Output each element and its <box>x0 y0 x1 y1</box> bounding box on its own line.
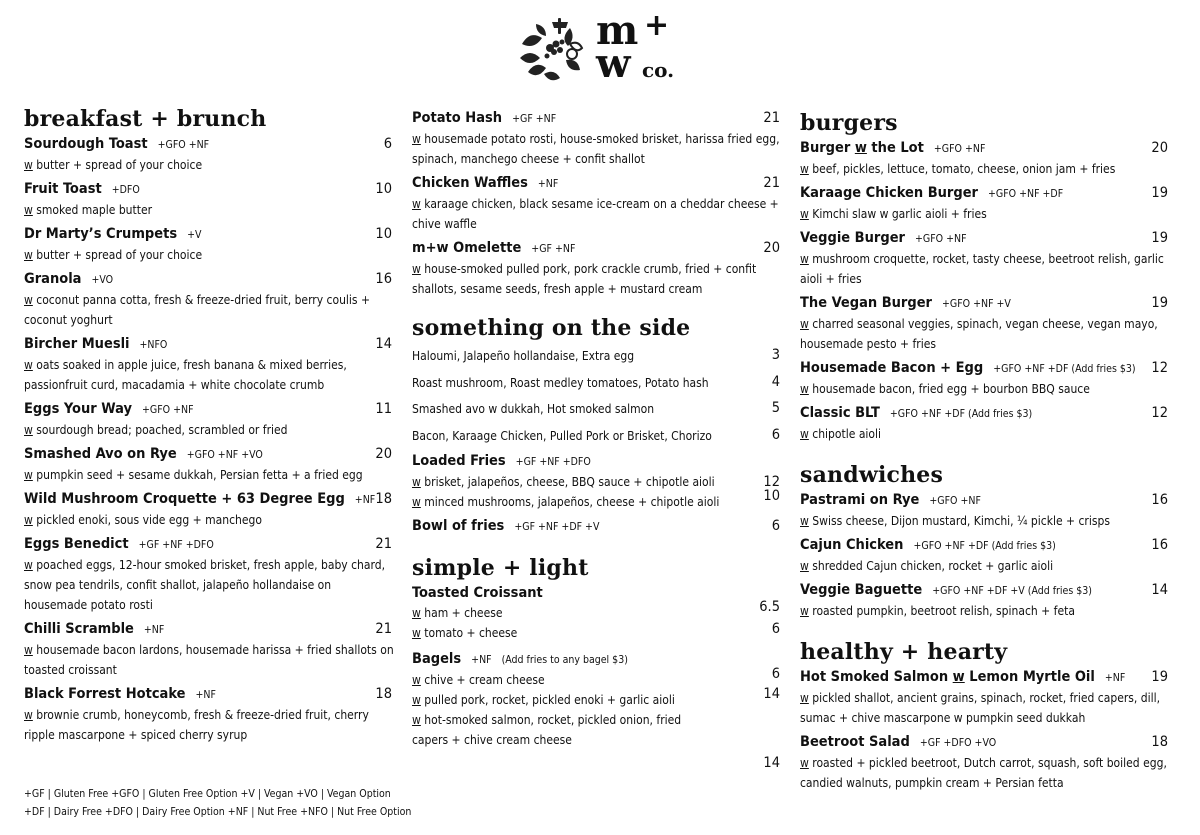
item-header <box>800 228 1170 249</box>
item-price: 16 <box>1151 537 1168 553</box>
item-tags: +GF +NF +DFO <box>138 539 214 551</box>
item-name: Eggs Benedict <box>24 536 129 552</box>
section-title-healthy: healthy + hearty <box>800 639 1008 665</box>
item-description: w house-smoked pulled pork, pork crackle crumb, fried + confit shallots, sesame seeds, fresh apple + mustard cream <box>412 262 757 296</box>
w-underline: w <box>952 669 965 685</box>
w-underline: w <box>24 293 33 307</box>
w-underline: w <box>24 203 33 217</box>
item-header <box>800 358 1170 379</box>
item-header <box>24 334 394 355</box>
item-name: Cajun Chicken <box>800 537 904 553</box>
item-tags: +GFO +NF +DF +V (Add fries $3) <box>932 585 1092 597</box>
item-header <box>800 667 1170 688</box>
item-description: w Swiss cheese, Dijon mustard, Kimchi, ¼ pickle + crisps <box>800 514 1110 528</box>
item-price: 16 <box>375 271 392 287</box>
item-name: Loaded Fries <box>412 453 506 469</box>
side-item-text: Haloumi, Jalapeño hollandaise, Extra egg <box>412 349 635 363</box>
side-item-text: Bacon, Karaage Chicken, Pulled Pork or Brisket, Chorizo <box>412 428 712 443</box>
item-price: 6 <box>771 426 780 443</box>
item-description: w pickled shallot, ancient grains, spinach, rocket, fried capers, dill, sumac + chive mascarpone w pumpkin seed dukkah <box>800 691 1161 725</box>
item-tags: +GF +NF +DFO <box>515 456 591 468</box>
item-tags: +NF <box>537 178 559 190</box>
item-tags: +GF +DFO +VO <box>919 737 997 749</box>
item-description: w Kimchi slaw w garlic aioli + fries <box>800 207 987 221</box>
item-description: w coconut panna cotta, fresh & freeze-dried fruit, berry coulis + coconut yoghurt <box>24 293 371 327</box>
item-header <box>800 490 1170 511</box>
item-desc: brisket, jalapeños, cheese, BBQ sauce + chipotle aioli <box>420 475 715 489</box>
item-header <box>24 224 394 245</box>
menu-item <box>24 269 394 330</box>
item-name: Pastrami on Rye <box>800 492 920 508</box>
item-tags: +GFO +NF +DF (Add fries $3) <box>993 363 1136 375</box>
item-tags: +NF <box>471 654 492 666</box>
item-description: w oats soaked in apple juice, fresh banana & mixed berries, passionfruit curd, macadamia + white chocolate crumb <box>24 358 347 392</box>
w-underline: w <box>800 207 809 221</box>
logo <box>514 7 694 87</box>
menu-item <box>800 667 1170 728</box>
item-name: Burger w the Lot <box>800 140 924 156</box>
item-name: Wild Mushroom Croquette + 63 Degree Egg <box>24 491 345 507</box>
dietary-legend <box>24 785 444 821</box>
column-right <box>800 108 1170 797</box>
item-price: 14 <box>375 336 392 352</box>
menu-item <box>24 619 394 680</box>
item-header <box>24 489 394 510</box>
item-name: m+w Omelette <box>412 240 522 256</box>
item-description: w sourdough bread; poached, scrambled or fried <box>24 423 288 437</box>
item-description: w roasted + pickled beetroot, Dutch carrot, squash, soft boiled egg, candied walnuts, pumpkin cream + Persian fetta <box>800 756 1167 790</box>
w-underline: w <box>800 317 809 331</box>
menu-item-bagels: Bagels +NF (Add fries to any bagel $3) w chive + cream cheese 6 w pulled pork, rocket, pickled enoki + garlic aioli 14 w hot-smoked salmon, rocket, pickled onion, fried capers + chive cream cheese 14 <box>412 651 780 771</box>
side-item <box>412 425 782 452</box>
side-item-text: Smashed avo w dukkah, Hot smoked salmon <box>412 402 655 416</box>
menu-item <box>800 183 1170 224</box>
item-price: 3 <box>771 347 780 363</box>
logo-co: co. <box>642 58 675 82</box>
w-underline: w <box>800 382 809 396</box>
item-name: Eggs Your Way <box>24 401 132 417</box>
item-description: w mushroom croquette, rocket, tasty cheese, beetroot relish, garlic aioli + fries <box>800 252 1164 286</box>
side-item-text: Roast mushroom, Roast medley tomatoes, Potato hash <box>412 375 709 390</box>
menu-item <box>412 173 782 234</box>
item-price: 19 <box>1151 230 1168 246</box>
menu-item <box>800 293 1170 354</box>
menu-item <box>800 490 1170 531</box>
w-underline: w <box>24 513 33 527</box>
item-header <box>800 535 1170 556</box>
section-title-sides: something on the side <box>412 315 691 341</box>
column-breakfast <box>24 104 394 749</box>
menu-item <box>800 403 1170 444</box>
item-header <box>24 444 394 465</box>
menu-item <box>412 238 782 299</box>
item-price: 21 <box>763 175 780 191</box>
item-tags: +GFO +NF <box>141 404 194 416</box>
item-tags: +NF <box>1104 672 1126 684</box>
menu-item <box>24 134 394 175</box>
item-tags: +GFO +NF <box>157 139 210 151</box>
item-desc: minced mushrooms, jalapeños, cheese + chipotle aioli <box>420 495 720 509</box>
item-tags: +GFO +NF <box>914 233 967 245</box>
item-description: w housemade bacon, fried egg + bourbon BBQ sauce <box>800 382 1090 396</box>
item-name: Bircher Muesli <box>24 336 130 352</box>
menu-item-toasted-croissant: Toasted Croissant w ham + cheese 6.5 w tomato + cheese 6 <box>412 585 780 640</box>
item-tags: +GFO +NF +DF (Add fries $3) <box>889 408 1033 420</box>
item-price: 12 <box>763 474 780 490</box>
section-title-breakfast: breakfast + brunch <box>24 106 267 132</box>
item-header <box>800 580 1170 601</box>
item-description: w charred seasonal veggies, spinach, vegan cheese, vegan mayo, housemade pesto + fries <box>800 317 1158 351</box>
item-price: 6 <box>383 136 392 152</box>
menu-item <box>24 224 394 265</box>
item-header <box>24 619 394 640</box>
w-underline: w <box>24 248 33 262</box>
section-title-burgers: burgers <box>800 110 898 136</box>
item-tags: +NFO <box>139 339 168 351</box>
w-underline: w <box>24 708 33 722</box>
menu-item <box>800 228 1170 289</box>
item-name: Dr Marty’s Crumpets <box>24 226 178 242</box>
item-header <box>412 108 782 129</box>
item-price: 6.5 <box>759 599 780 615</box>
item-price: 16 <box>1151 492 1168 508</box>
produce-illustration-icon <box>514 14 590 84</box>
item-price: 19 <box>1151 669 1168 685</box>
logo-plus: + <box>644 8 670 43</box>
item-header <box>24 134 394 155</box>
item-price: 21 <box>375 536 392 552</box>
side-item <box>412 345 782 372</box>
menu-item-loaded-fries: Loaded Fries +GF +NF +DFO w brisket, jalapeños, cheese, BBQ sauce + chipotle aioli 12 w minced mushrooms, jalapeños, cheese + chipotle aioli 10 <box>412 453 780 509</box>
w-underline: w <box>800 691 809 705</box>
item-tags: +GFO +NF <box>933 143 986 155</box>
logo-wordmark: m w <box>596 7 638 87</box>
item-name: Beetroot Salad <box>800 734 910 750</box>
item-name: The Vegan Burger <box>800 295 932 311</box>
item-header <box>412 173 782 194</box>
item-name: Classic BLT <box>800 405 880 421</box>
item-price: 21 <box>763 110 780 126</box>
item-header <box>24 269 394 290</box>
item-name: Karaage Chicken Burger <box>800 185 978 201</box>
item-name: Chilli Scramble <box>24 621 134 637</box>
item-description: w beef, pickles, lettuce, tomato, cheese, onion jam + fries <box>800 162 1116 176</box>
item-header <box>24 399 394 420</box>
side-item <box>412 372 782 399</box>
menu-item <box>800 580 1170 621</box>
item-header <box>24 534 394 555</box>
item-name: Sourdough Toast <box>24 136 148 152</box>
item-description: w butter + spread of your choice <box>24 158 203 172</box>
item-header <box>800 403 1170 424</box>
item-price: 20 <box>763 240 780 256</box>
item-price: 12 <box>1151 360 1168 376</box>
item-header <box>24 684 394 705</box>
item-tags: +GFO +NF +VO <box>186 449 263 461</box>
item-description: w butter + spread of your choice <box>24 248 203 262</box>
w-underline: w <box>800 162 809 176</box>
menu-item <box>800 358 1170 399</box>
w-underline: w <box>800 604 809 618</box>
w-underline: w <box>854 140 867 156</box>
item-description: w poached eggs, 12-hour smoked brisket, fresh apple, baby chard, snow pea tendrils, confit shallot, jalapeño hollandaise on housemade potato rosti <box>24 558 386 612</box>
w-underline: w <box>412 197 421 211</box>
w-underline: w <box>24 358 33 372</box>
menu-item <box>800 732 1170 793</box>
item-price: 19 <box>1151 185 1168 201</box>
item-header <box>24 179 394 200</box>
item-price: 6 <box>771 666 780 682</box>
item-price: 5 <box>771 400 780 416</box>
item-name: Toasted Croissant <box>412 585 543 601</box>
item-name: Fruit Toast <box>24 181 102 197</box>
menu-item <box>800 138 1170 179</box>
item-price: 4 <box>771 373 780 390</box>
w-underline: w <box>24 158 33 172</box>
item-name: Chicken Waffles <box>412 175 528 191</box>
item-price: 11 <box>375 401 392 417</box>
item-price: 12 <box>1151 405 1168 421</box>
item-price: 18 <box>375 686 392 702</box>
w-underline: w <box>800 252 809 266</box>
menu-item <box>800 535 1170 576</box>
item-price: 14 <box>763 755 780 771</box>
item-price: 20 <box>1151 140 1168 156</box>
item-header <box>800 293 1170 314</box>
item-description: w housemade potato rosti, house-smoked brisket, harissa fried egg, spinach, manchego cheese + confit shallot <box>412 132 780 166</box>
item-price: 14 <box>763 686 780 702</box>
menu-item <box>24 399 394 440</box>
item-name: Granola <box>24 271 82 287</box>
item-name: Veggie Burger <box>800 230 905 246</box>
item-tags: +GF +NF +DF +V <box>514 521 600 533</box>
item-description: w brownie crumb, honeycomb, fresh & freeze-dried fruit, cherry ripple mascarpone + spiced cherry syrup <box>24 708 369 742</box>
section-title-sandwiches: sandwiches <box>800 462 944 488</box>
menu-item <box>24 534 394 615</box>
item-price: 10 <box>763 488 780 504</box>
side-item <box>412 398 782 425</box>
item-name: Potato Hash <box>412 110 503 126</box>
item-price: 14 <box>1151 582 1168 598</box>
legend-line-2: +DF | Dairy Free +DFO | Dairy Free Option +NF | Nut Free +NFO | Nut Free Option <box>24 806 412 818</box>
w-underline: w <box>800 514 809 528</box>
w-underline: w <box>24 468 33 482</box>
item-tags: +NF <box>143 624 165 636</box>
item-tags: +GF +NF <box>531 243 576 255</box>
item-tags: +GFO +NF <box>929 495 981 507</box>
item-description: w roasted pumpkin, beetroot relish, spinach + feta <box>800 604 1075 618</box>
item-name: Bowl of fries <box>412 518 505 534</box>
item-tags: +GF +NF <box>512 113 557 125</box>
w-underline: w <box>800 427 809 441</box>
item-name: Bagels <box>412 651 462 667</box>
item-name: Housemade Bacon + Egg <box>800 360 984 376</box>
menu-item <box>24 179 394 220</box>
item-description: w chipotle aioli <box>800 427 882 441</box>
item-header <box>800 732 1170 753</box>
item-tags: +V <box>187 229 202 241</box>
item-name: Hot Smoked Salmon w Lemon Myrtle Oil <box>800 669 1095 685</box>
item-tags: +VO <box>91 274 114 286</box>
item-price: 6 <box>771 518 780 534</box>
item-description: w shredded Cajun chicken, rocket + garlic aioli <box>800 559 1054 573</box>
menu-item <box>24 334 394 395</box>
item-price: 10 <box>375 181 392 197</box>
item-tags: +GFO +NF +DF <box>988 188 1064 200</box>
w-underline: w <box>800 559 809 573</box>
item-description: w karaage chicken, black sesame ice-cream on a cheddar cheese + chive waffle <box>412 197 779 231</box>
menu-item-bowl-of-fries <box>412 516 782 537</box>
item-description: w pumpkin seed + sesame dukkah, Persian fetta + a fried egg <box>24 468 363 482</box>
menu-item <box>24 489 394 530</box>
item-name: Black Forrest Hotcake <box>24 686 186 702</box>
item-note: (Add fries to any bagel $3) <box>501 654 628 666</box>
menu-item <box>24 684 394 745</box>
item-price: 18 <box>375 491 392 507</box>
column-middle <box>412 108 782 771</box>
item-header <box>412 238 782 259</box>
item-price: 18 <box>1151 734 1168 750</box>
item-price: 19 <box>1151 295 1168 311</box>
menu-item <box>24 444 394 485</box>
item-price: 21 <box>375 621 392 637</box>
item-header <box>800 183 1170 204</box>
w-underline: w <box>24 558 33 572</box>
item-price: 10 <box>375 226 392 242</box>
section-title-simple: simple + light <box>412 555 589 581</box>
item-tags: +NF <box>354 494 376 506</box>
item-name: Smashed Avo on Rye <box>24 446 177 462</box>
item-description: w housemade bacon lardons, housemade harissa + fried shallots on toasted croissant <box>24 643 394 677</box>
item-tags: +NF <box>195 689 216 701</box>
item-description: w pickled enoki, sous vide egg + manchego <box>24 513 262 527</box>
item-tags: +DFO <box>111 184 140 196</box>
item-price: 6 <box>771 621 780 637</box>
item-tags: +GFO +NF +DF (Add fries $3) <box>913 540 1056 552</box>
item-name: Veggie Baguette <box>800 582 923 598</box>
item-description: w smoked maple butter <box>24 203 153 217</box>
w-underline: w <box>412 132 421 146</box>
w-underline: w <box>24 643 33 657</box>
item-header <box>800 138 1170 159</box>
w-underline: w <box>24 423 33 437</box>
item-tags: +GFO +NF +V <box>942 298 1011 310</box>
w-underline: w <box>412 262 421 276</box>
w-underline: w <box>800 756 809 770</box>
menu-item <box>412 108 782 169</box>
legend-line-1: +GF | Gluten Free +GFO | Gluten Free Option +V | Vegan +VO | Vegan Option <box>24 788 391 800</box>
item-price: 20 <box>375 446 392 462</box>
